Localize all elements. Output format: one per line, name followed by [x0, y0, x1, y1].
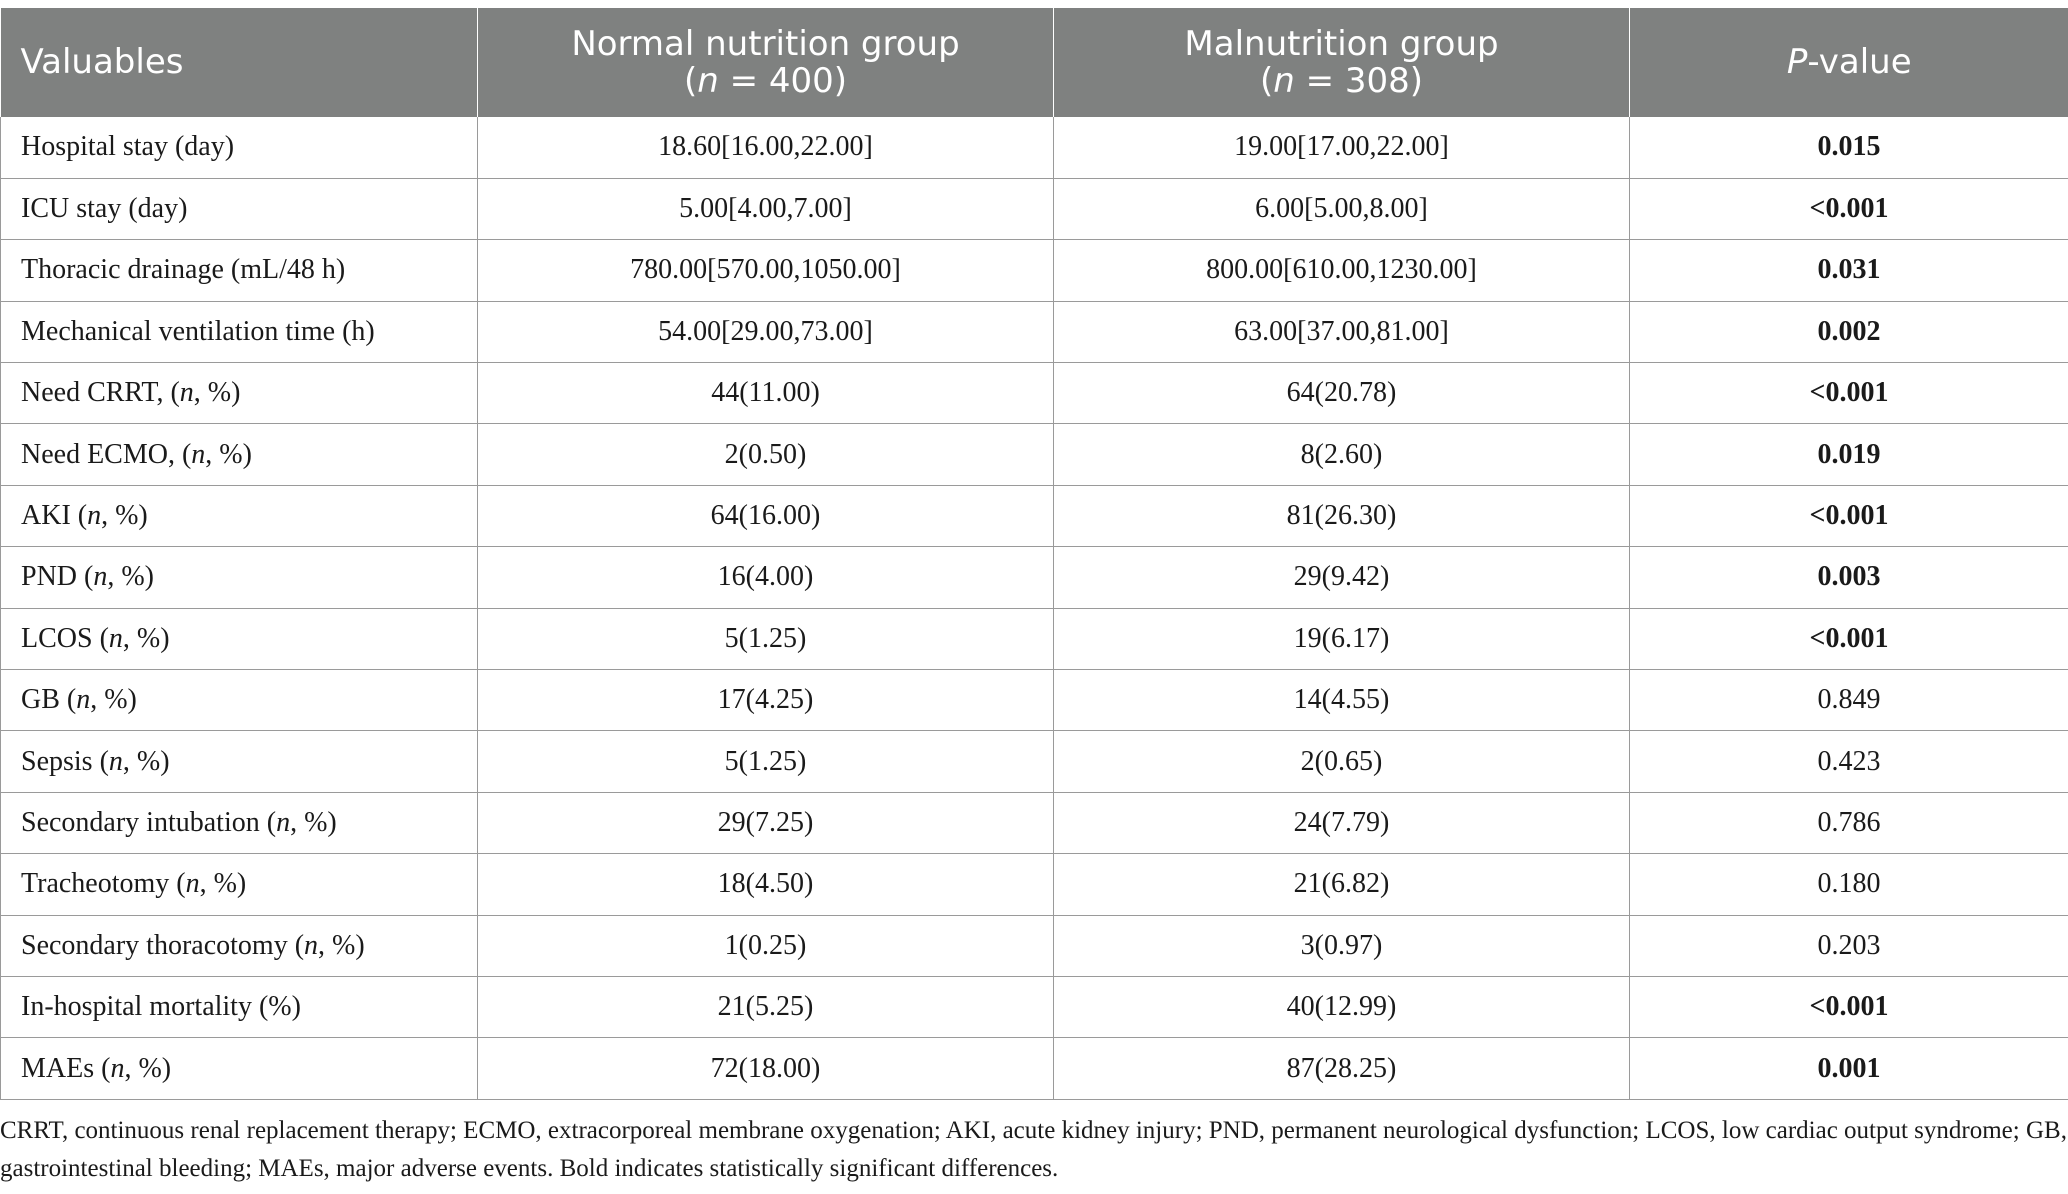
table-row: [1, 547, 2068, 608]
normal-group-value: 72(18.00): [478, 1038, 1054, 1099]
header-variables: Valuables: [1, 8, 478, 117]
header-normal-group-title: Normal nutrition group: [571, 23, 960, 64]
row-label: MAEs (n, %): [1, 1038, 478, 1099]
normal-group-value: 5.00[4.00,7.00]: [478, 178, 1054, 239]
malnutrition-group-value: 64(20.78): [1054, 363, 1630, 424]
p-value: 0.019: [1630, 424, 2068, 485]
p-value: <0.001: [1630, 363, 2068, 424]
malnutrition-group-value: 24(7.79): [1054, 792, 1630, 853]
p-value: <0.001: [1630, 976, 2068, 1037]
table-row: [1, 854, 2068, 915]
malnutrition-group-value: 81(26.30): [1054, 485, 1630, 546]
malnutrition-group-value: 6.00[5.00,8.00]: [1054, 178, 1630, 239]
malnutrition-group-value: 21(6.82): [1054, 854, 1630, 915]
table-row: [1, 485, 2068, 546]
table-row: [1, 915, 2068, 976]
row-label: Need CRRT, (n, %): [1, 363, 478, 424]
row-label: Hospital stay (day): [1, 117, 478, 178]
table-row: [1, 1038, 2068, 1099]
p-value: 0.849: [1630, 670, 2068, 731]
row-label: PND (n, %): [1, 547, 478, 608]
normal-group-value: 18.60[16.00,22.00]: [478, 117, 1054, 178]
header-p-value: P-value: [1630, 8, 2068, 117]
table-row: [1, 731, 2068, 792]
row-label: In-hospital mortality (%): [1, 976, 478, 1037]
row-label: AKI (n, %): [1, 485, 478, 546]
header-normal-group-n: (n = 400): [683, 60, 848, 101]
p-value: 0.002: [1630, 301, 2068, 362]
normal-group-value: 18(4.50): [478, 854, 1054, 915]
table-header: [1, 8, 2068, 117]
table-row: [1, 976, 2068, 1037]
row-label: ICU stay (day): [1, 178, 478, 239]
malnutrition-group-value: 14(4.55): [1054, 670, 1630, 731]
header-normal-group: [478, 8, 1054, 117]
p-value: 0.203: [1630, 915, 2068, 976]
p-value: 0.180: [1630, 854, 2068, 915]
p-value: 0.001: [1630, 1038, 2068, 1099]
malnutrition-group-value: 29(9.42): [1054, 547, 1630, 608]
table-row: [1, 608, 2068, 669]
p-value: <0.001: [1630, 178, 2068, 239]
malnutrition-group-value: 800.00[610.00,1230.00]: [1054, 240, 1630, 301]
table-row: [1, 670, 2068, 731]
row-label: Mechanical ventilation time (h): [1, 301, 478, 362]
p-value: 0.423: [1630, 731, 2068, 792]
header-malnutrition-group-title: Malnutrition group: [1184, 23, 1499, 64]
table-row: [1, 178, 2068, 239]
results-table: [0, 8, 2068, 1100]
row-label: Sepsis (n, %): [1, 731, 478, 792]
row-label: Thoracic drainage (mL/48 h): [1, 240, 478, 301]
p-value: 0.015: [1630, 117, 2068, 178]
normal-group-value: 64(16.00): [478, 485, 1054, 546]
malnutrition-group-value: 2(0.65): [1054, 731, 1630, 792]
table-row: [1, 792, 2068, 853]
table-body: [1, 117, 2068, 1099]
header-row: [1, 8, 2068, 117]
normal-group-value: 5(1.25): [478, 731, 1054, 792]
malnutrition-group-value: 3(0.97): [1054, 915, 1630, 976]
malnutrition-group-value: 40(12.99): [1054, 976, 1630, 1037]
header-malnutrition-group-n: (n = 308): [1259, 60, 1424, 101]
table-row: [1, 424, 2068, 485]
normal-group-value: 21(5.25): [478, 976, 1054, 1037]
table-footnote: CRRT, continuous renal replacement therapy; ECMO, extracorporeal membrane oxygenation; AKI, acute kidney injury; PND, permanent neurological dysfunction; LCOS, low cardiac output syndrome; GB, gastrointestinal bleeding; MAEs, major adverse events. Bold indicates statistically significant differences.: [0, 1117, 2067, 1182]
malnutrition-group-value: 19(6.17): [1054, 608, 1630, 669]
p-value: 0.786: [1630, 792, 2068, 853]
malnutrition-group-value: 19.00[17.00,22.00]: [1054, 117, 1630, 178]
malnutrition-group-value: 63.00[37.00,81.00]: [1054, 301, 1630, 362]
normal-group-value: 16(4.00): [478, 547, 1054, 608]
table-row: [1, 363, 2068, 424]
row-label: LCOS (n, %): [1, 608, 478, 669]
normal-group-value: 29(7.25): [478, 792, 1054, 853]
normal-group-value: 44(11.00): [478, 363, 1054, 424]
row-label: Secondary thoracotomy (n, %): [1, 915, 478, 976]
p-value: <0.001: [1630, 608, 2068, 669]
normal-group-value: 17(4.25): [478, 670, 1054, 731]
malnutrition-group-value: 8(2.60): [1054, 424, 1630, 485]
p-value: 0.031: [1630, 240, 2068, 301]
row-label: Need ECMO, (n, %): [1, 424, 478, 485]
p-value: <0.001: [1630, 485, 2068, 546]
normal-group-value: 1(0.25): [478, 915, 1054, 976]
normal-group-value: 780.00[570.00,1050.00]: [478, 240, 1054, 301]
row-label: Secondary intubation (n, %): [1, 792, 478, 853]
normal-group-value: 54.00[29.00,73.00]: [478, 301, 1054, 362]
header-malnutrition-group: [1054, 8, 1630, 117]
row-label: Tracheotomy (n, %): [1, 854, 478, 915]
normal-group-value: 5(1.25): [478, 608, 1054, 669]
p-value: 0.003: [1630, 547, 2068, 608]
table-row: [1, 301, 2068, 362]
table-row: [1, 117, 2068, 178]
table-row: [1, 240, 2068, 301]
normal-group-value: 2(0.50): [478, 424, 1054, 485]
malnutrition-group-value: 87(28.25): [1054, 1038, 1630, 1099]
row-label: GB (n, %): [1, 670, 478, 731]
